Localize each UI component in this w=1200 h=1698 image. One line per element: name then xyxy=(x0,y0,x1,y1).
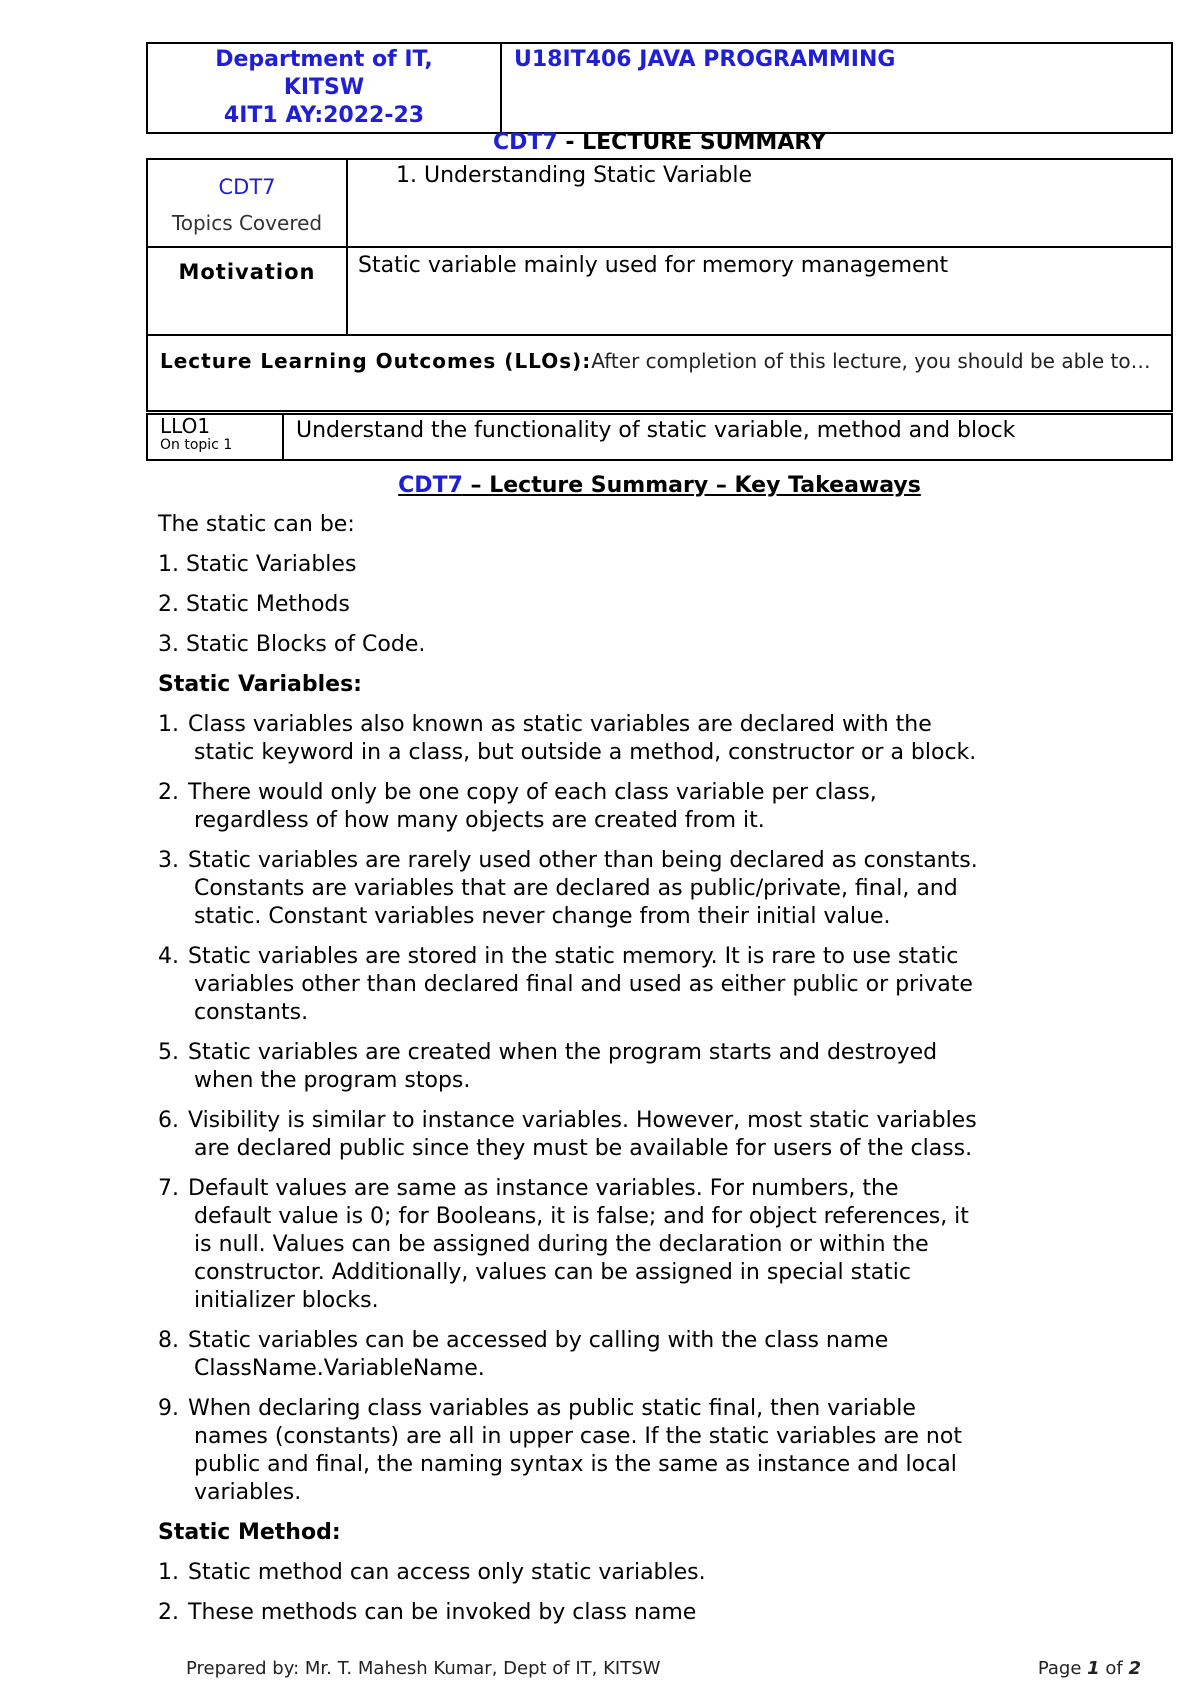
summary-suffix: - LECTURE SUMMARY xyxy=(557,130,827,155)
list-item-line: Static method can access only static variables. xyxy=(188,1560,706,1585)
page-number xyxy=(1038,1658,1141,1680)
current-page: 1 xyxy=(1087,1658,1100,1679)
list-item xyxy=(158,1039,1118,1095)
summary-code: CDT7 xyxy=(492,130,558,155)
prepared-by: Prepared by: Mr. T. Mahesh Kumar, Dept of IT, KITSW xyxy=(186,1658,661,1679)
llo-id: LLO1 xyxy=(160,414,211,438)
list-item-line: Static variables are created when the program starts and destroyed xyxy=(188,1040,938,1065)
lecture-summary-title xyxy=(146,130,1173,156)
course-cell xyxy=(501,43,1172,133)
motivation-label: Motivation xyxy=(178,260,316,284)
list-item-number: 4. xyxy=(158,944,179,969)
list-item-number: 3. xyxy=(158,848,179,873)
intro-lead: The static can be: xyxy=(158,512,355,537)
academic-year: 4IT1 AY:2022-23 xyxy=(223,103,425,128)
list-item-line: regardless of how many objects are created from it. xyxy=(194,808,765,833)
list-item-number: 6. xyxy=(158,1108,179,1133)
list-item-line: static keyword in a class, but outside a method, constructor or a block. xyxy=(194,740,977,765)
list-item xyxy=(158,1107,1118,1163)
list-item-line: Default values are same as instance variables. For numbers, the xyxy=(188,1176,899,1201)
llo-id-cell xyxy=(147,414,283,460)
list-item-text xyxy=(188,847,1118,931)
department-cell xyxy=(147,43,501,133)
list-item-text xyxy=(188,1559,1118,1587)
list-item-number: 2. xyxy=(158,1600,179,1625)
list-item-line: public and final, the naming syntax is the same as instance and local xyxy=(194,1452,957,1477)
list-item-line: constants. xyxy=(194,1000,309,1025)
list-item xyxy=(158,779,1118,835)
static-method-heading: Static Method: xyxy=(158,1520,341,1545)
list-item-line: constructor. Additionally, values can be assigned in special static xyxy=(194,1260,912,1285)
list-item-line: These methods can be invoked by class name xyxy=(188,1600,697,1625)
header-table xyxy=(146,42,1173,134)
topics-code: CDT7 xyxy=(218,175,276,199)
list-item xyxy=(158,1559,1118,1587)
list-item-line: Static variables can be accessed by calling with the class name xyxy=(188,1328,889,1353)
list-item-line: variables other than declared final and used as either public or private xyxy=(194,972,973,997)
list-item-line: names (constants) are all in upper case. If the static variables are not xyxy=(194,1424,962,1449)
list-item xyxy=(158,711,1118,767)
list-item-number: 9. xyxy=(158,1396,179,1421)
list-item xyxy=(158,1395,1118,1507)
list-item-line: Static variables are rarely used other than being declared as constants. xyxy=(188,848,978,873)
institute-name: KITSW xyxy=(283,75,365,100)
list-item-number: 8. xyxy=(158,1328,179,1353)
static-variables-heading: Static Variables: xyxy=(158,672,362,697)
course-title: U18IT406 JAVA PROGRAMMING xyxy=(514,47,896,72)
list-item-text xyxy=(188,1107,1118,1163)
list-item-text xyxy=(188,1327,1118,1383)
list-item-line: Visibility is similar to instance variables. However, most static variables xyxy=(188,1108,977,1133)
list-item-line: When declaring class variables as public static final, then variable xyxy=(188,1396,916,1421)
list-item-number: 1. xyxy=(158,712,179,737)
total-pages: 2 xyxy=(1128,1658,1141,1679)
llo-text: Understand the functionality of static variable, method and block xyxy=(296,418,1016,443)
key-takeaways-heading xyxy=(146,472,1173,500)
static-variables-list xyxy=(158,711,1118,1507)
page-footer xyxy=(186,1658,1141,1680)
list-item xyxy=(158,1327,1118,1383)
list-item xyxy=(158,1599,1118,1627)
intro-item: 3. Static Blocks of Code. xyxy=(158,632,426,657)
topics-label-cell xyxy=(147,159,347,247)
list-item-line: Class variables also known as static variables are declared with the xyxy=(188,712,932,737)
list-item-line: Static variables are stored in the static memory. It is rare to use static xyxy=(188,944,959,969)
list-item-text xyxy=(188,943,1118,1027)
of-word: of xyxy=(1099,1658,1129,1679)
topics-covered-label: Topics Covered xyxy=(171,211,323,235)
list-item-line: when the program stops. xyxy=(194,1068,471,1093)
list-item-number: 5. xyxy=(158,1040,179,1065)
topics-content-cell xyxy=(347,159,1172,247)
list-item-number: 7. xyxy=(158,1176,179,1201)
list-item-line: Constants are variables that are declared as public/private, final, and xyxy=(194,876,958,901)
motivation-content-cell xyxy=(347,247,1172,335)
list-item-line: variables. xyxy=(194,1480,302,1505)
list-item-line: is null. Values can be assigned during the declaration or within the xyxy=(194,1232,929,1257)
list-item-number: 1. xyxy=(158,1560,179,1585)
llo-intro xyxy=(148,336,1171,374)
list-item-line: static. Constant variables never change from their initial value. xyxy=(194,904,891,929)
takeaways-title: – Lecture Summary – Key Takeaways xyxy=(462,473,921,498)
list-item-text xyxy=(188,1395,1118,1507)
list-item-text xyxy=(188,1599,1118,1627)
motivation-text: Static variable mainly used for memory management xyxy=(358,253,949,278)
llo-intro-cell xyxy=(147,335,1172,411)
list-item-line: ClassName.VariableName. xyxy=(194,1356,485,1381)
llo-text-cell xyxy=(283,414,1172,460)
list-item xyxy=(158,943,1118,1027)
llo-intro-text: After completion of this lecture, you should be able to… xyxy=(591,349,1151,373)
takeaways-code: CDT7 xyxy=(398,473,463,498)
static-method-list xyxy=(158,1559,1118,1627)
list-item-line: There would only be one copy of each class variable per class, xyxy=(188,780,877,805)
list-item-line: initializer blocks. xyxy=(194,1288,379,1313)
llo-table xyxy=(146,413,1173,461)
list-item-line: are declared public since they must be available for users of the class. xyxy=(194,1136,973,1161)
topics-table xyxy=(146,158,1173,412)
page-word: Page xyxy=(1037,1658,1088,1679)
list-item-text xyxy=(188,1039,1118,1095)
list-item xyxy=(158,847,1118,931)
intro-item: 1. Static Variables xyxy=(158,552,357,577)
motivation-label-cell xyxy=(147,247,347,335)
document-body xyxy=(158,511,1118,1639)
list-item-line: default value is 0; for Booleans, it is false; and for object references, it xyxy=(194,1204,969,1229)
intro-item: 2. Static Methods xyxy=(158,592,350,617)
department-name: Department of IT, xyxy=(215,47,433,72)
llo-topic: On topic 1 xyxy=(160,437,233,453)
llo-intro-heading: Lecture Learning Outcomes (LLOs): xyxy=(160,349,592,373)
list-item-number: 2. xyxy=(158,780,179,805)
list-item-text xyxy=(188,1175,1118,1315)
list-item-text xyxy=(188,779,1118,835)
list-item xyxy=(158,1175,1118,1315)
list-item-text xyxy=(188,711,1118,767)
topic-item: 1. Understanding Static Variable xyxy=(396,163,753,188)
